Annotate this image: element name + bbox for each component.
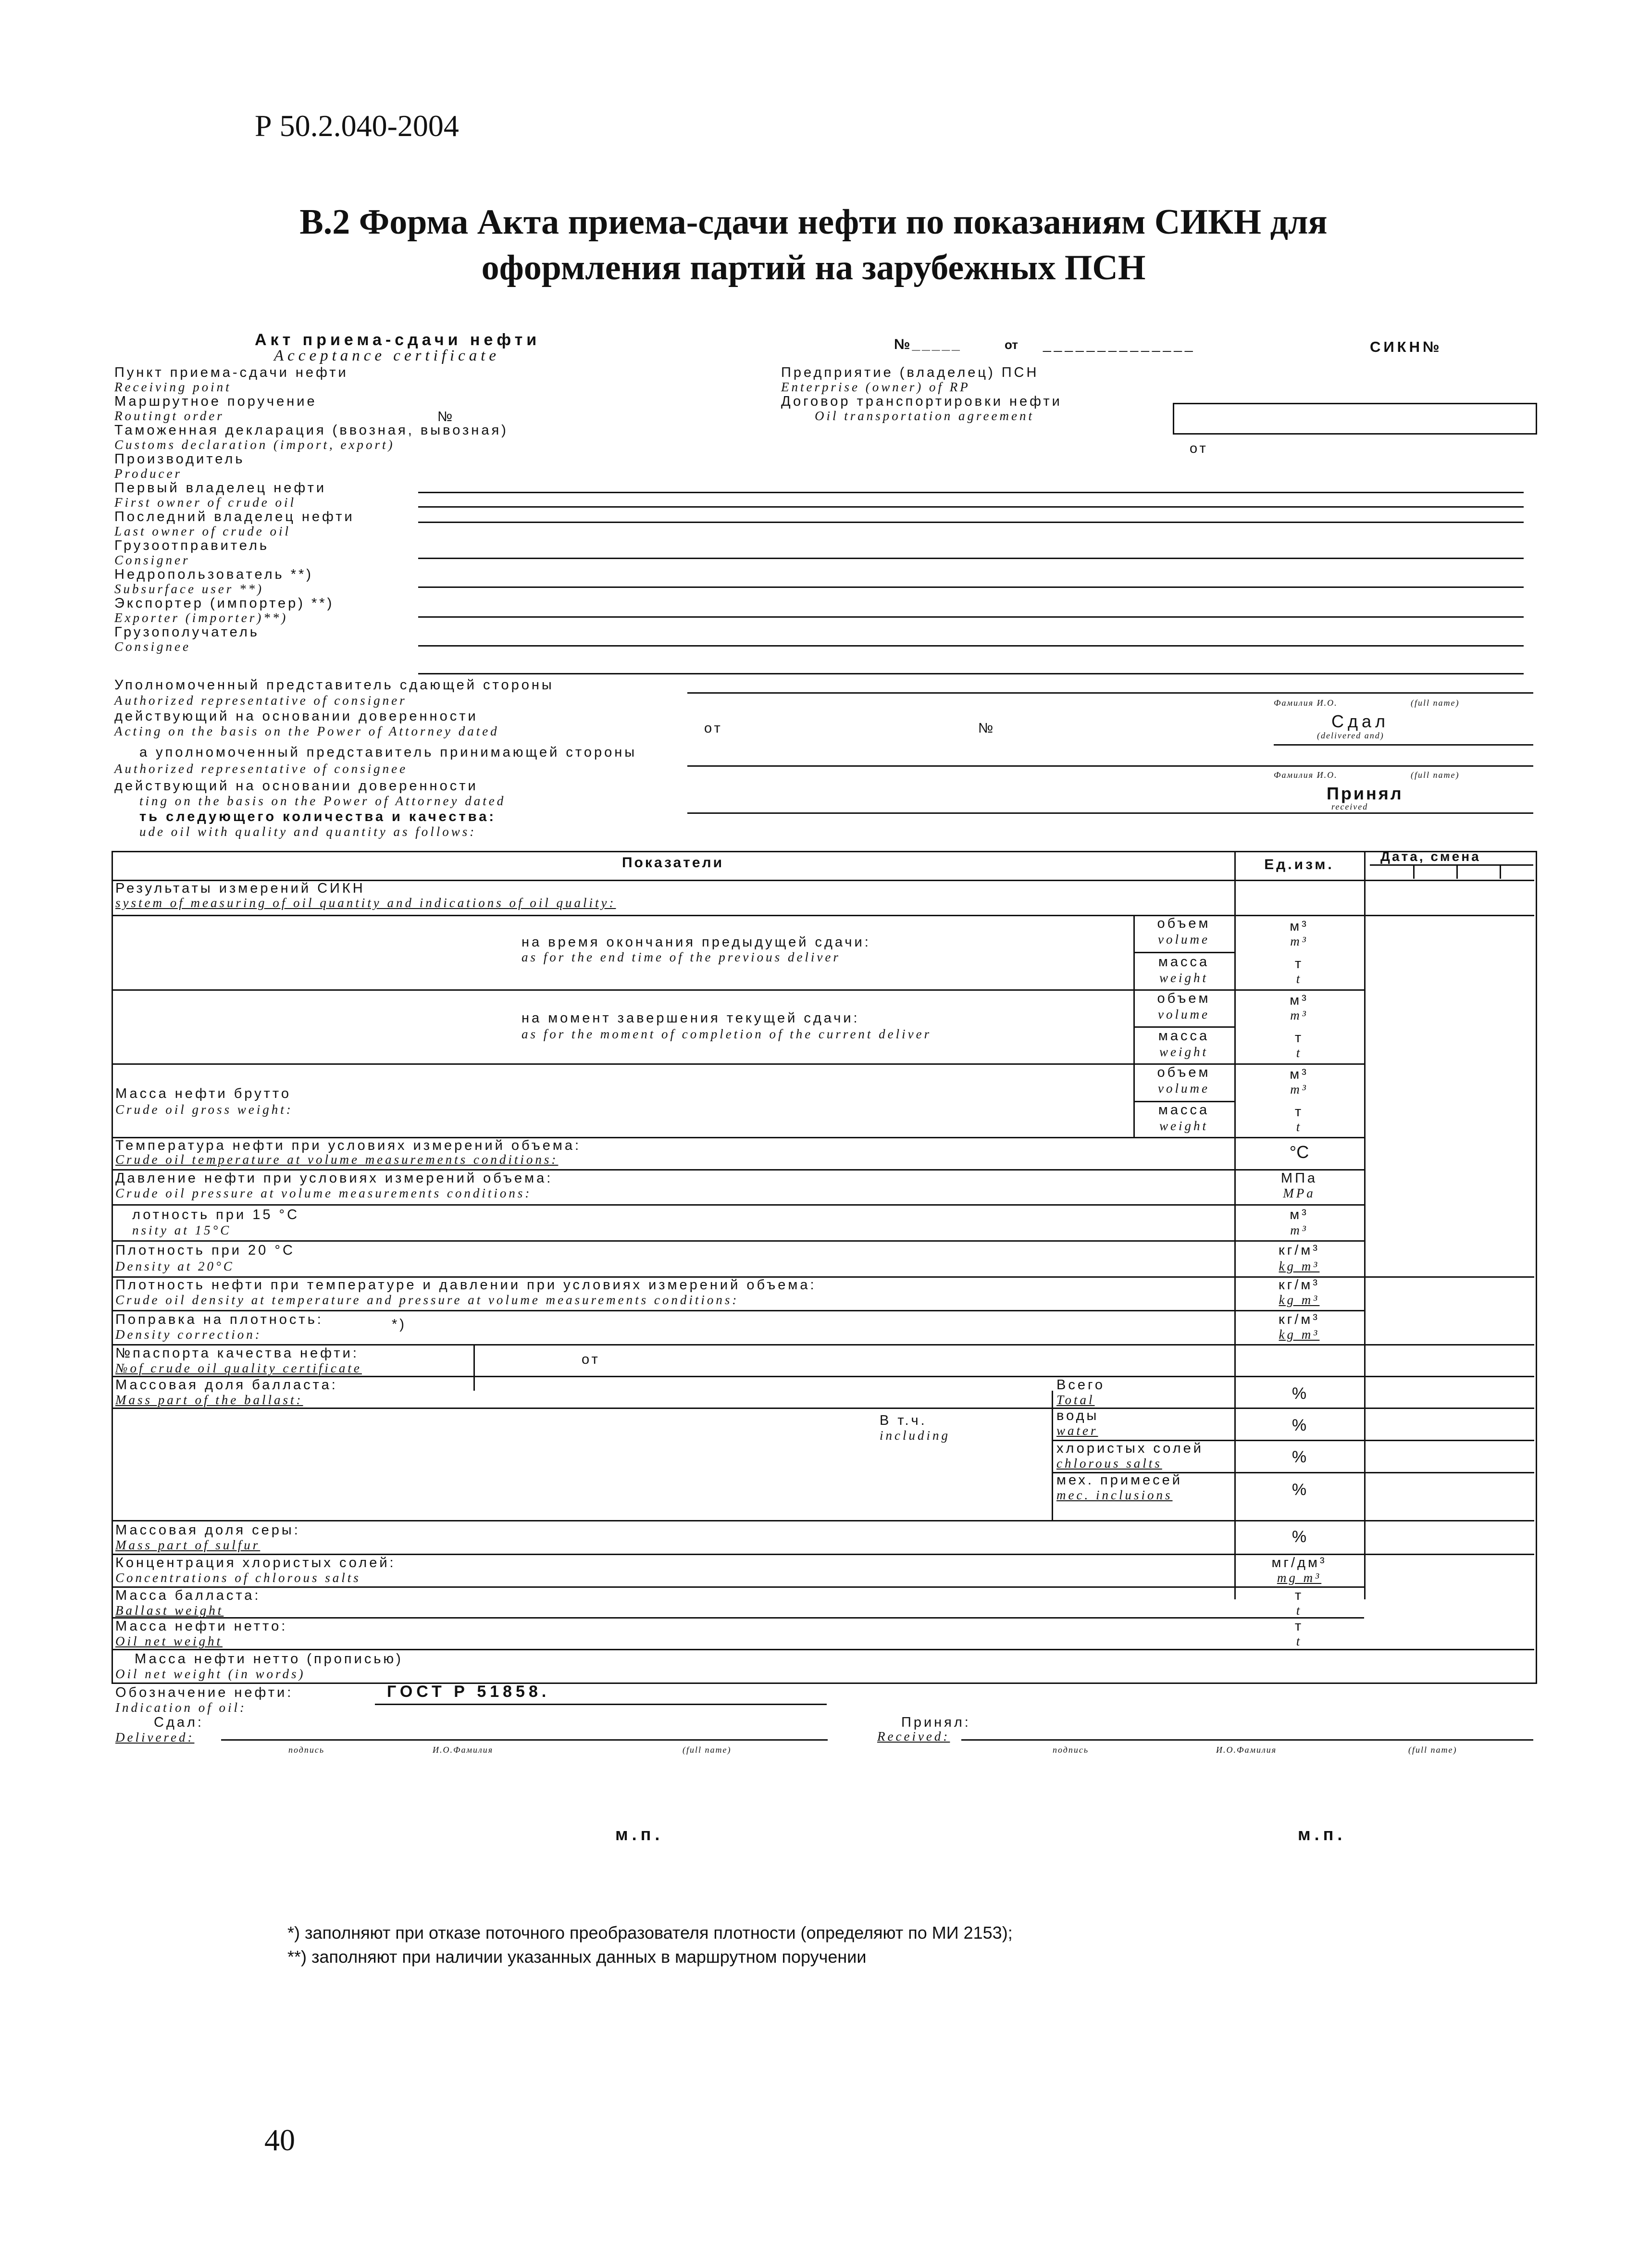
rep-consignee-name-hint: Фамилия И.О. — [1274, 770, 1338, 780]
row-quality-passport-en: №of crude oil quality certificate — [115, 1361, 362, 1375]
ballast-salts-unit: % — [1292, 1448, 1307, 1466]
field-exporter-en: Exporter (importer)**) — [114, 611, 288, 625]
chlorides-unit: мг/дм³ — [1271, 1555, 1327, 1570]
row-current-delivery-en: as for the moment of completion of the current deliver — [522, 1027, 932, 1041]
field-producer-en: Producer — [114, 466, 182, 481]
gross-mass-unit-en: t — [1296, 1120, 1303, 1134]
ballast-mech-label: мех. примесей — [1056, 1472, 1182, 1488]
transport-agreement-date-label: от — [1190, 441, 1208, 456]
row-density-tp-en: Crude oil density at temperature and pressure at volume measurements conditions: — [115, 1293, 739, 1307]
act-title: Акт приема-сдачи нефти — [255, 331, 541, 349]
curr-mass-label: масса — [1158, 1028, 1210, 1044]
field-subsurface-user: Недропользователь **) — [114, 567, 313, 582]
row-density-20: Плотность при 20 °С — [115, 1243, 295, 1258]
net-weight-unit: т — [1294, 1619, 1304, 1634]
density-15-unit: м³ — [1290, 1207, 1309, 1222]
row-sulfur-en: Mass part of sulfur — [115, 1538, 261, 1552]
field-first-owner: Первый владелец нефти — [114, 480, 327, 496]
field-customs-declaration: Таможенная декларация (ввозная, вывозная) — [114, 423, 509, 438]
ballast-salts-label-en: chlorous salts — [1056, 1456, 1162, 1470]
prev-volume-unit-en: m³ — [1290, 934, 1308, 948]
ballast-water-label-en: water — [1056, 1423, 1098, 1438]
ballast-water-label: воды — [1056, 1408, 1099, 1423]
role-delivered: Сдал — [1331, 711, 1390, 731]
act-number-field[interactable]: №_____ — [894, 336, 962, 352]
received-signature-hint: подпись — [1053, 1745, 1089, 1755]
density-tp-unit-en: kg m³ — [1279, 1293, 1320, 1307]
ballast-weight-unit-en: t — [1296, 1603, 1303, 1618]
line-last-owner[interactable] — [418, 522, 1524, 523]
line-producer[interactable] — [418, 506, 1524, 508]
row-density-15-en: nsity at 15°C — [132, 1223, 232, 1237]
rep-consigner-poa-date-label: от — [704, 721, 723, 736]
ballast-total-label-en: Total — [1056, 1393, 1095, 1407]
row-gross-weight-en: Crude oil gross weight: — [115, 1102, 293, 1117]
pressure-unit-en: MPa — [1283, 1186, 1316, 1200]
rep-consignee-label-en: Authorized representative of consignee — [114, 761, 408, 776]
received-label: Принял: — [901, 1715, 971, 1730]
oil-indication-label-en: Indication of oil: — [115, 1700, 247, 1715]
row-net-weight-words: Масса нефти нетто (прописью) — [135, 1651, 403, 1667]
row-current-delivery: на момент завершения текущей сдачи: — [522, 1010, 860, 1026]
row-pressure: Давление нефти при условиях измерений объема: — [115, 1171, 553, 1186]
delivered-fullname-hint: (full name) — [683, 1745, 732, 1755]
curr-volume-label-en: volume — [1158, 1007, 1210, 1022]
gross-volume-label: объем — [1157, 1065, 1211, 1080]
col-header-date-shift: Дата, смена — [1380, 849, 1481, 864]
footnote-2: **) заполняют при наличии указанных данных в маршрутном поручении — [287, 1947, 867, 1967]
density-tp-unit: кг/м³ — [1279, 1277, 1320, 1293]
ballast-total-label: Всего — [1056, 1377, 1105, 1393]
field-last-owner-en: Last owner of crude oil — [114, 524, 291, 538]
rep-consigner-poa-number-label: № — [978, 721, 996, 736]
rep-consignee-role-line[interactable] — [687, 812, 1533, 814]
row-ballast-weight-en: Ballast weight — [115, 1603, 224, 1618]
curr-volume-unit: м³ — [1290, 993, 1309, 1008]
gross-volume-unit: м³ — [1290, 1067, 1309, 1082]
gross-mass-label-en: weight — [1159, 1119, 1208, 1133]
line-consignee-2[interactable] — [418, 673, 1524, 674]
field-consigner-en: Consigner — [114, 553, 190, 567]
delivered-signature-hint: подпись — [288, 1745, 325, 1755]
rep-consigner-name-hint: Фамилия И.О. — [1274, 698, 1338, 708]
delivered-name-hint: И.О.Фамилия — [433, 1745, 494, 1755]
field-last-owner: Последний владелец нефти — [114, 509, 355, 524]
delivered-signature-line[interactable] — [221, 1739, 828, 1741]
col-header-unit: Ед.изм. — [1264, 857, 1334, 872]
role-received: Принял — [1327, 784, 1403, 803]
ballast-mech-label-en: mec. inclusions — [1056, 1488, 1173, 1502]
received-fullname-hint: (full name) — [1408, 1745, 1457, 1755]
curr-volume-label: объем — [1157, 991, 1211, 1006]
rep-consigner-name-hint-en: (full name) — [1411, 698, 1460, 708]
rep-consigner-label-en: Authorized representative of consigner — [114, 693, 407, 708]
act-date-field[interactable]: ______________ — [1043, 336, 1196, 352]
row-temperature: Температура нефти при условиях измерений объема: — [115, 1138, 582, 1153]
row-ballast-share: Массовая доля балласта: — [115, 1377, 338, 1393]
transport-agreement-input[interactable] — [1173, 403, 1537, 435]
density-correction-unit-en: kg m³ — [1279, 1327, 1320, 1342]
curr-volume-unit-en: m³ — [1290, 1008, 1308, 1022]
row-gross-weight: Масса нефти брутто — [115, 1086, 291, 1101]
row-ballast-weight: Масса балласта: — [115, 1588, 261, 1603]
page-number: 40 — [264, 2123, 295, 2157]
density-15-unit-en: m³ — [1290, 1223, 1308, 1237]
form-title-line-1: В.2 Форма Акта приема-сдачи нефти по показаниям СИКН для — [299, 202, 1328, 242]
oil-indication-label: Обозначение нефти: — [115, 1685, 294, 1700]
field-consigner: Грузоотправитель — [114, 538, 269, 553]
field-receiving-point-en: Receiving point — [114, 380, 232, 394]
field-rp-enterprise: Предприятие (владелец) ПСН — [781, 365, 1039, 380]
row-density-15: лотность при 15 °С — [132, 1207, 300, 1222]
rep-consigner-acting: действующий на основании доверенности — [114, 709, 478, 724]
field-rp-enterprise-en: Enterprise (owner) of RP — [781, 380, 970, 394]
ballast-mech-unit: % — [1292, 1481, 1307, 1499]
line-first-owner[interactable] — [418, 492, 1524, 493]
density-20-unit-en: kg m³ — [1279, 1259, 1320, 1273]
pressure-unit: МПа — [1280, 1171, 1318, 1186]
temperature-unit: °С — [1289, 1142, 1309, 1162]
act-date-label: от — [1005, 337, 1018, 352]
act-title-en: Acceptance certificate — [274, 347, 500, 364]
row-net-weight-en: Oil net weight — [115, 1634, 223, 1648]
stamp-place-left: м.п. — [615, 1824, 664, 1844]
prev-volume-unit: м³ — [1290, 919, 1309, 934]
quantity-intro-en: ude oil with quality and quantity as follows: — [139, 824, 477, 839]
field-consignee: Грузополучатель — [114, 624, 260, 640]
row-sulfur: Массовая доля серы: — [115, 1522, 300, 1538]
role-received-en: received — [1331, 802, 1368, 811]
density-correction-unit: кг/м³ — [1279, 1312, 1320, 1327]
ballast-water-unit: % — [1292, 1416, 1307, 1434]
row-sikn-results-en: system of measuring of oil quantity and indications of oil quality: — [115, 896, 616, 910]
field-routing-order: Маршрутное поручение — [114, 394, 317, 409]
chlorides-unit-en: mg m³ — [1277, 1570, 1322, 1585]
line-consigner[interactable] — [418, 558, 1524, 559]
field-customs-declaration-en: Customs declaration (import, export) — [114, 437, 395, 452]
row-chlorides: Концентрация хлористых солей: — [115, 1555, 396, 1570]
density-correction-footnote-mark: *) — [392, 1317, 407, 1332]
gross-mass-unit: т — [1294, 1104, 1304, 1120]
prev-mass-label-en: weight — [1159, 971, 1208, 985]
stamp-place-right: м.п. — [1298, 1824, 1346, 1844]
routing-order-number-sign: № — [437, 409, 455, 424]
field-exporter: Экспортер (импортер) **) — [114, 596, 335, 611]
ballast-salts-label: хлористых солей — [1056, 1441, 1204, 1456]
rep-consignee-acting-en: ting on the basis on the Power of Attorney dated — [139, 794, 506, 808]
line-exporter[interactable] — [418, 616, 1524, 618]
gross-mass-label: масса — [1158, 1102, 1210, 1118]
prev-volume-label-en: volume — [1158, 932, 1210, 947]
row-pressure-en: Crude oil pressure at volume measurements conditions: — [115, 1186, 532, 1200]
quality-passport-date-label: от — [582, 1352, 600, 1367]
rep-consignee-acting: действующий на основании доверенности — [114, 778, 478, 794]
prev-mass-label: масса — [1158, 954, 1210, 970]
quantity-intro: ть следующего количества и качества: — [139, 809, 496, 824]
role-delivered-en: (delivered and) — [1317, 731, 1384, 740]
field-transport-agreement: Договор транспортировки нефти — [781, 394, 1062, 409]
col-header-indicators: Показатели — [621, 855, 724, 871]
line-subsurface-user[interactable] — [418, 586, 1524, 588]
rep-consigner-acting-en: Acting on the basis on the Power of Attorney dated — [114, 724, 499, 738]
received-signature-line[interactable] — [961, 1739, 1533, 1741]
rep-consigner-name-line[interactable] — [687, 692, 1533, 694]
row-prev-delivery-en: as for the end time of the previous deliver — [522, 950, 841, 964]
row-density-correction: Поправка на плотность: — [115, 1312, 323, 1327]
row-quality-passport: №паспорта качества нефти: — [115, 1346, 359, 1361]
form-title-line-2: оформления партий на зарубежных ПСН — [481, 248, 1146, 287]
rep-consignee-label: а уполномоченный представитель принимающей стороны — [139, 745, 637, 760]
including-label: В т.ч. — [880, 1413, 927, 1428]
row-density-20-en: Density at 20°C — [115, 1259, 235, 1273]
gross-volume-unit-en: m³ — [1290, 1082, 1308, 1097]
row-net-weight-words-en: Oil net weight (in words) — [115, 1667, 306, 1681]
row-chlorides-en: Concentrations of chlorous salts — [115, 1570, 361, 1585]
row-density-tp: Плотность нефти при температуре и давлении при условиях измерений объема: — [115, 1277, 817, 1293]
gross-volume-label-en: volume — [1158, 1081, 1210, 1096]
sikn-number-label: СИКН№ — [1370, 338, 1442, 355]
field-receiving-point: Пункт приема-сдачи нефти — [114, 365, 348, 380]
field-transport-agreement-en: Oil transportation agreement — [815, 409, 1034, 423]
rep-consigner-role-line[interactable] — [1274, 744, 1533, 746]
row-temperature-en: Crude oil temperature at volume measurements conditions: — [115, 1152, 559, 1167]
net-weight-unit-en: t — [1296, 1634, 1303, 1648]
row-ballast-share-en: Mass part of the ballast: — [115, 1393, 303, 1407]
ballast-total-unit: % — [1292, 1384, 1307, 1403]
row-net-weight: Масса нефти нетто: — [115, 1619, 288, 1634]
row-prev-delivery: на время окончания предыдущей сдачи: — [522, 935, 871, 950]
delivered-label-en: Delivered: — [115, 1730, 195, 1745]
rep-consignee-name-hint-en: (full name) — [1411, 770, 1460, 780]
curr-mass-label-en: weight — [1159, 1045, 1208, 1059]
footnote-1: *) заполняют при отказе поточного преобразователя плотности (определяют по МИ 2153); — [287, 1923, 1013, 1943]
oil-indication-line[interactable] — [375, 1704, 827, 1705]
curr-mass-unit-en: t — [1296, 1046, 1303, 1060]
prev-volume-label: объем — [1157, 916, 1211, 931]
received-label-en: Received: — [877, 1729, 950, 1744]
gost-standard: ГОСТ Р 51858. — [387, 1682, 550, 1701]
field-producer: Производитель — [114, 451, 245, 467]
line-consignee[interactable] — [418, 645, 1524, 647]
document-code: Р 50.2.040-2004 — [255, 109, 459, 143]
prev-mass-unit: т — [1294, 956, 1304, 972]
row-density-correction-en: Density correction: — [115, 1327, 262, 1342]
prev-mass-unit-en: t — [1296, 972, 1303, 986]
field-consignee-en: Consignee — [114, 639, 191, 654]
rep-consigner-label: Уполномоченный представитель сдающей стороны — [114, 677, 554, 693]
ballast-weight-unit: т — [1294, 1588, 1304, 1603]
row-sikn-results: Результаты измерений СИКН — [115, 881, 365, 896]
density-20-unit: кг/м³ — [1279, 1243, 1320, 1258]
curr-mass-unit: т — [1294, 1030, 1304, 1046]
including-label-en: including — [880, 1428, 950, 1443]
received-name-hint: И.О.Фамилия — [1216, 1745, 1277, 1755]
field-subsurface-user-en: Subsurface user **) — [114, 582, 264, 596]
rep-consignee-name-line[interactable] — [687, 765, 1533, 767]
sulfur-unit: % — [1292, 1528, 1307, 1546]
field-first-owner-en: First owner of crude oil — [114, 495, 296, 510]
field-routing-order-en: Routingt order — [114, 409, 224, 423]
delivered-label: Сдал: — [154, 1715, 204, 1730]
